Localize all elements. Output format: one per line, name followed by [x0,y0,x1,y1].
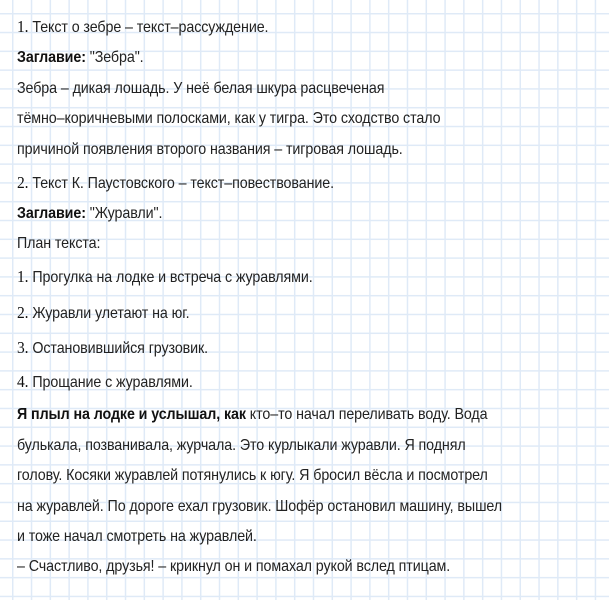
plan-item [17,267,313,287]
section2-heading [17,173,334,193]
section2-title-value: "Журавли". [85,205,163,222]
plan-label: План текста: [17,235,101,252]
section1-paragraph-line: тёмно–коричневыми полосками, как у тигра. Это сходство стало [17,110,441,127]
plan-item [17,372,193,392]
section1-title [17,48,144,68]
section2-heading-text: Текст К. Паустовского – текст–повествование. [28,175,334,192]
plan-item-text: Прогулка на лодке и встреча с журавлями. [28,269,313,286]
section2-number: 2. [17,173,29,192]
story-dialogue-line: – Счастливо, друзья! – крикнул он и помахал рукой вслед птицам. [17,558,451,575]
section1-heading-text: Текст о зебре – текст–рассуждение. [28,19,269,36]
story-line [17,405,488,425]
story-line: на журавлей. По дороге ехал грузовик. Шофёр остановил машину, вышел [17,498,503,515]
plan-item-text: Остановившийся грузовик. [28,340,209,357]
plan-item-number: 3. [17,338,29,357]
section1-paragraph-line: Зебра – дикая лошадь. У неё белая шкура расцвеченая [17,80,385,97]
section1-title-value: "Зебра". [85,49,144,66]
story-line: булькала, позванивала, журчала. Это курлыкали журавли. Я поднял [17,437,466,454]
story-bold-start: Я плыл на лодке и услышал, как [17,406,246,423]
section2-title-label: Заглавие: [17,205,86,222]
plan-item-number: 2. [17,303,29,322]
section1-title-label: Заглавие: [17,49,86,66]
story-line-text: кто–то начал переливать воду. Вода [245,406,488,423]
plan-item-text: Прощание с журавлями. [28,374,193,391]
plan-item [17,338,208,358]
section1-heading [17,17,268,37]
section1-paragraph-line: причиной появления второго названия – тигровая лошадь. [17,141,403,158]
story-line: голову. Косяки журавлей потянулись к югу. Я бросил вёсла и посмотрел [17,467,488,484]
plan-item-text: Журавли улетают на юг. [28,305,190,322]
plan-item-number: 4. [17,372,29,391]
section2-title [17,204,162,224]
plan-item-number: 1. [17,267,29,286]
story-line: и тоже начал смотреть на журавлей. [17,528,257,545]
section1-number: 1. [17,17,29,36]
plan-item [17,303,189,323]
